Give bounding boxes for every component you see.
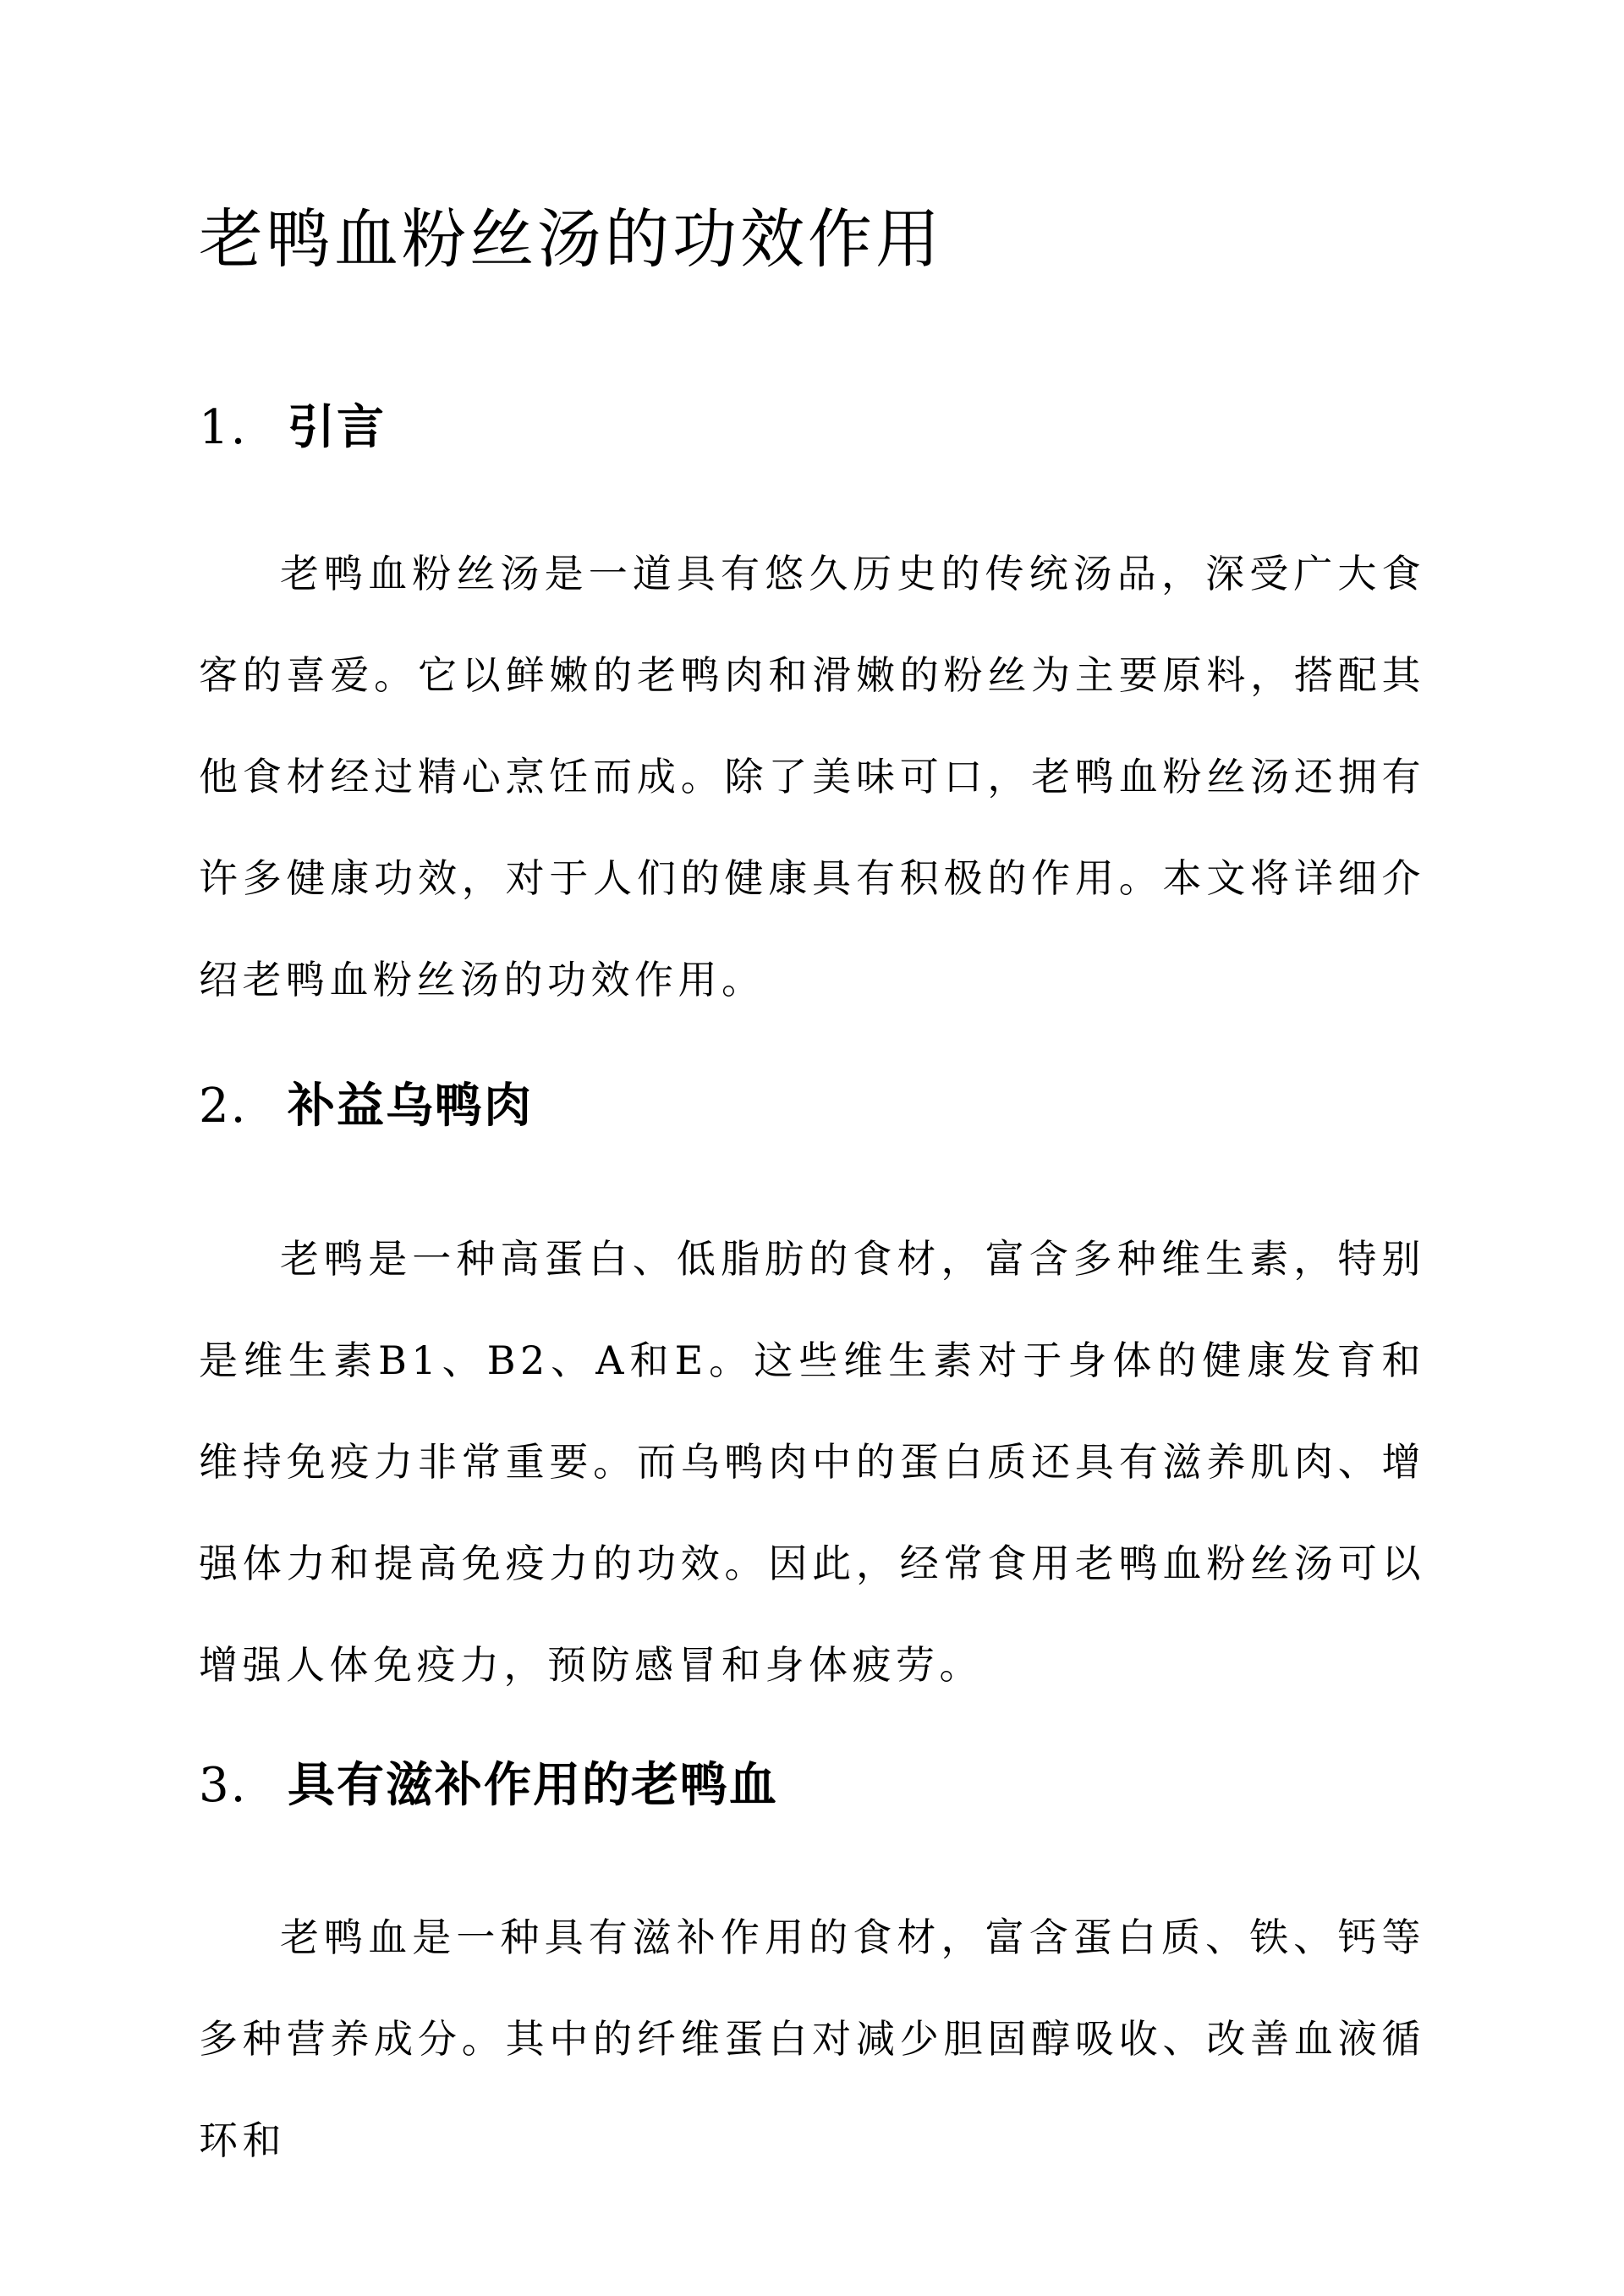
section-paragraph-duck-meat: 老鸭是一种高蛋白、低脂肪的食材，富含多种维生素，特别是维生素B1、B2、A和E。这些维生素对于身体的健康发育和维持免疫力非常重要。而乌鸭肉中的蛋白质还具有滋养肌肉、增强体力和提高免疫力的功效。因此，经常食用老鸭血粉丝汤可以增强人体免疫力，预防感冒和身体疲劳。 bbox=[199, 1236, 1425, 1688]
section-title: 引言 bbox=[288, 399, 386, 455]
section-paragraph-introduction: 老鸭血粉丝汤是一道具有悠久历史的传统汤品，深受广大食客的喜爱。它以鲜嫩的老鸭肉和滑嫩的粉丝为主要原料，搭配其他食材经过精心烹饪而成。除了美味可口，老鸭血粉丝汤还拥有许多健康功效，对于人们的健康具有积极的作用。本文将详细介绍老鸭血粉丝汤的功效作用。 bbox=[199, 551, 1425, 1002]
section-title: 补益乌鸭肉 bbox=[288, 1078, 533, 1134]
section-heading-duck-blood bbox=[199, 1755, 778, 1815]
section-heading-duck-meat bbox=[199, 1076, 533, 1136]
section-paragraph-duck-blood: 老鸭血是一种具有滋补作用的食材，富含蛋白质、铁、钙等多种营养成分。其中的纤维蛋白对减少胆固醇吸收、改善血液循环和 bbox=[199, 1914, 1425, 2163]
section-title: 具有滋补作用的老鸭血 bbox=[288, 1757, 778, 1813]
section-heading-introduction bbox=[199, 398, 386, 458]
section-number: 1. bbox=[199, 400, 248, 455]
section-number: 3. bbox=[199, 1758, 248, 1813]
section-number: 2. bbox=[199, 1079, 248, 1134]
document-title: 老鸭血粉丝汤的功效作用 bbox=[199, 201, 943, 277]
